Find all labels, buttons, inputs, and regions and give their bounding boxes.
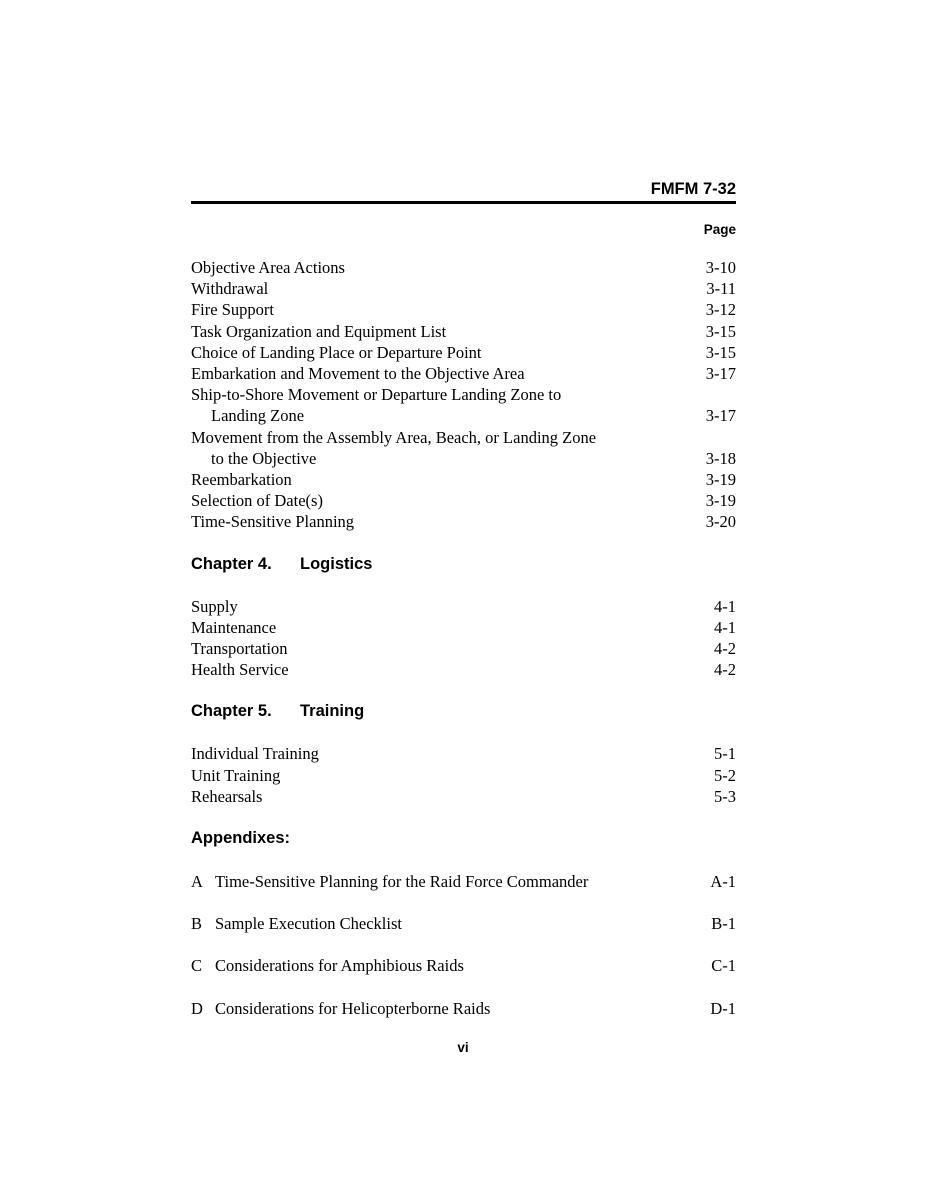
toc-entry	[191, 427, 736, 469]
appendix-entry	[191, 998, 736, 1019]
toc-entry-page: 3-17	[705, 364, 736, 384]
chapter-heading	[191, 554, 736, 575]
toc-entry	[191, 743, 736, 764]
toc-entry-title	[191, 384, 706, 426]
toc-entry-title: Choice of Landing Place or Departure Point	[191, 342, 482, 362]
toc-entry	[191, 363, 736, 384]
appendix-entry	[191, 871, 736, 892]
page-column-label: Page	[703, 222, 736, 237]
toc-entry	[191, 490, 736, 511]
toc-section-chapter-4	[191, 554, 736, 681]
toc-entry-title: Transportation	[191, 639, 288, 659]
toc-entry-page: 3-19	[705, 470, 736, 490]
toc-section-chapter-5	[191, 701, 736, 807]
appendix-title: Considerations for Helicopterborne Raids	[215, 998, 491, 1018]
toc-entry-page: 3-12	[705, 300, 736, 320]
toc-entry-title-line: Ship-to-Shore Movement or Departure Landing Zone to	[191, 385, 562, 405]
toc-entry-title: Unit Training	[191, 765, 281, 785]
appendix-title: Sample Execution Checklist	[215, 914, 402, 934]
toc-entry-title: Selection of Date(s)	[191, 491, 323, 511]
toc-entry-page: 3-20	[705, 512, 736, 532]
toc-entry-page: 4-2	[714, 639, 736, 659]
toc-entry-title: Supply	[191, 596, 238, 616]
toc-entry-title: Time-Sensitive Planning	[191, 512, 355, 532]
toc-entry	[191, 342, 736, 363]
appendix-title-group	[191, 955, 464, 976]
appendix-page: B-1	[711, 914, 736, 934]
appendix-letter: A	[191, 872, 203, 892]
toc-entry-title: Embarkation and Movement to the Objective Area	[191, 364, 525, 384]
toc-entry	[191, 659, 736, 680]
appendix-page: D-1	[710, 998, 736, 1018]
appendix-letter: D	[191, 998, 203, 1018]
toc-entry-page: 3-19	[705, 491, 736, 511]
toc-entry-title	[191, 427, 706, 469]
toc-entry-title: Objective Area Actions	[191, 258, 345, 277]
toc-section-chapter-3-continued	[191, 257, 736, 533]
page-number: vi	[457, 1040, 469, 1055]
toc-entry-page: 5-3	[714, 786, 736, 806]
toc-entry-page: 4-1	[714, 596, 736, 616]
chapter-number: Chapter 5.	[191, 702, 272, 721]
toc-entry-title: Individual Training	[191, 744, 319, 764]
toc-entry	[191, 786, 736, 807]
toc-entry-page: 3-17	[705, 406, 736, 426]
toc-section-appendixes	[191, 828, 736, 1019]
toc-entry-title: Withdrawal	[191, 279, 269, 299]
appendix-letter: B	[191, 914, 203, 934]
toc-entry-title-continuation: Landing Zone	[211, 406, 305, 426]
appendix-title: Considerations for Amphibious Raids	[215, 956, 464, 976]
appendix-letter: C	[191, 956, 203, 976]
toc-entry	[191, 469, 736, 490]
toc-entry	[191, 765, 736, 786]
toc-entry-title: Task Organization and Equipment List	[191, 321, 447, 341]
toc-entry-title-continuation: to the Objective	[211, 448, 317, 468]
appendix-title-group	[191, 913, 402, 934]
chapter-number: Chapter 4.	[191, 554, 272, 573]
toc-entry-title: Rehearsals	[191, 786, 263, 806]
toc-entry-page: 5-1	[714, 744, 736, 764]
toc-entry-page: 4-1	[714, 617, 736, 637]
toc-entry	[191, 299, 736, 320]
appendix-page: C-1	[711, 956, 736, 976]
table-of-contents	[191, 257, 736, 1040]
toc-entry	[191, 384, 736, 426]
toc-entry-page: 3-10	[705, 258, 736, 277]
toc-entry	[191, 511, 736, 532]
appendix-title-group	[191, 998, 490, 1019]
appendix-title-group	[191, 871, 588, 892]
chapter-title: Logistics	[300, 554, 373, 573]
appendixes-heading: Appendixes:	[191, 829, 291, 848]
toc-entry-title: Health Service	[191, 660, 289, 680]
toc-entry-title: Maintenance	[191, 617, 277, 637]
toc-entry-title: Reembarkation	[191, 470, 292, 490]
appendix-title: Time-Sensitive Planning for the Raid Force Commander	[215, 872, 589, 892]
chapter-heading	[191, 701, 736, 722]
toc-entry-page: 3-15	[705, 342, 736, 362]
page-header	[191, 179, 736, 204]
appendix-entry	[191, 955, 736, 976]
toc-entry-page: 5-2	[714, 765, 736, 785]
appendix-entry	[191, 913, 736, 934]
toc-entry	[191, 278, 736, 299]
toc-entry-title-line: Movement from the Assembly Area, Beach, or Landing Zone	[191, 427, 597, 447]
toc-entry	[191, 257, 736, 278]
toc-entry-page: 3-18	[705, 448, 736, 468]
toc-entry	[191, 321, 736, 342]
toc-entry	[191, 596, 736, 617]
document-code: FMFM 7-32	[650, 180, 736, 198]
toc-entry-page: 4-2	[714, 660, 736, 680]
toc-entry	[191, 617, 736, 638]
chapter-title: Training	[300, 702, 365, 721]
toc-entry-page: 3-15	[705, 321, 736, 341]
toc-entry-page: 3-11	[706, 279, 736, 299]
toc-entry-title: Fire Support	[191, 300, 274, 320]
toc-entry	[191, 638, 736, 659]
appendix-page: A-1	[710, 872, 736, 892]
